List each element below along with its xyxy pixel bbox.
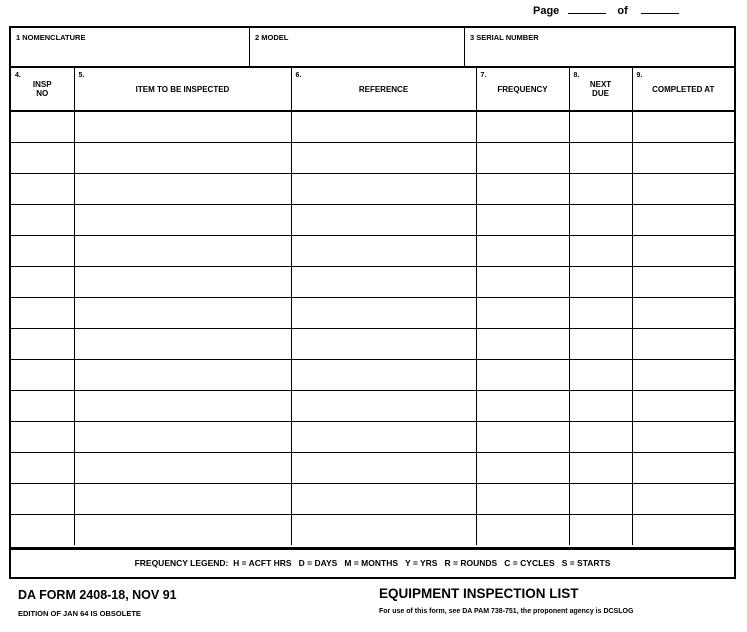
reference-cell[interactable] xyxy=(291,205,476,236)
col-number: 6. xyxy=(295,72,302,79)
frequency-cell[interactable] xyxy=(476,236,569,267)
insp-no-cell[interactable] xyxy=(11,360,74,391)
item-cell[interactable] xyxy=(74,267,291,298)
item-cell[interactable] xyxy=(74,422,291,453)
nomenclature-field[interactable] xyxy=(11,28,250,66)
col-number: 7. xyxy=(480,72,487,79)
item-cell[interactable] xyxy=(74,298,291,329)
frequency-cell[interactable] xyxy=(476,515,569,546)
frequency-cell[interactable] xyxy=(476,174,569,205)
col-number: 8. xyxy=(573,72,580,79)
col-title: REFERENCE xyxy=(358,84,409,94)
col-title: COMPLETED AT xyxy=(652,84,715,94)
reference-cell[interactable] xyxy=(291,267,476,298)
table-row xyxy=(11,236,734,267)
reference-cell[interactable] xyxy=(291,484,476,515)
completed-at-cell[interactable] xyxy=(632,515,734,546)
frequency-cell[interactable] xyxy=(476,143,569,174)
insp-no-cell[interactable] xyxy=(11,515,74,546)
reference-cell[interactable] xyxy=(291,391,476,422)
next-due-cell[interactable] xyxy=(569,453,632,484)
col-insp-no-header xyxy=(11,68,74,111)
insp-no-cell[interactable] xyxy=(11,143,74,174)
table-row xyxy=(11,453,734,484)
insp-no-cell[interactable] xyxy=(11,267,74,298)
col-number: 5. xyxy=(78,72,85,79)
column-header-row xyxy=(11,68,734,111)
next-due-cell[interactable] xyxy=(569,422,632,453)
insp-no-cell[interactable] xyxy=(11,111,74,143)
col-number: 9. xyxy=(636,72,643,79)
completed-at-cell[interactable] xyxy=(632,360,734,391)
item-cell[interactable] xyxy=(74,453,291,484)
reference-cell[interactable] xyxy=(291,298,476,329)
table-row xyxy=(11,111,734,143)
next-due-cell[interactable] xyxy=(569,298,632,329)
next-due-cell[interactable] xyxy=(569,267,632,298)
reference-cell[interactable] xyxy=(291,174,476,205)
col-title: ITEM TO BE INSPECTED xyxy=(135,84,230,94)
item-cell[interactable] xyxy=(74,515,291,546)
header-fields xyxy=(9,26,736,68)
table-row xyxy=(11,360,734,391)
completed-at-cell[interactable] xyxy=(632,484,734,515)
completed-at-cell[interactable] xyxy=(632,205,734,236)
next-due-cell[interactable] xyxy=(569,391,632,422)
reference-cell[interactable] xyxy=(291,453,476,484)
table-row xyxy=(11,391,734,422)
table-row xyxy=(11,515,734,546)
reference-cell[interactable] xyxy=(291,236,476,267)
item-cell[interactable] xyxy=(74,329,291,360)
completed-at-cell[interactable] xyxy=(632,329,734,360)
col-completed-at-header xyxy=(632,68,734,111)
col-title: NEXT DUE xyxy=(589,80,612,98)
insp-no-cell[interactable] xyxy=(11,174,74,205)
completed-at-cell[interactable] xyxy=(632,391,734,422)
item-cell[interactable] xyxy=(74,174,291,205)
col-title: FREQUENCY xyxy=(497,84,548,94)
page-indicator xyxy=(533,3,679,17)
col-title: INSP NO xyxy=(32,80,52,98)
item-cell[interactable] xyxy=(74,143,291,174)
frequency-cell[interactable] xyxy=(476,453,569,484)
inspection-table xyxy=(11,68,734,545)
insp-no-cell[interactable] xyxy=(11,236,74,267)
frequency-cell[interactable] xyxy=(476,205,569,236)
frequency-legend-text: FREQUENCY LEGEND: H = ACFT HRS D = DAYS M = MONTHS Y = YRS R = ROUNDS C = CYCLES S = STARTS xyxy=(134,558,611,568)
completed-at-cell[interactable] xyxy=(632,236,734,267)
col-number: 4. xyxy=(15,72,21,79)
completed-at-cell[interactable] xyxy=(632,143,734,174)
edition-note: EDITION OF JAN 64 IS OBSOLETE xyxy=(18,609,141,618)
table-row xyxy=(11,484,734,515)
frequency-legend xyxy=(9,549,736,579)
col-frequency-header xyxy=(476,68,569,111)
insp-no-cell[interactable] xyxy=(11,329,74,360)
next-due-cell[interactable] xyxy=(569,111,632,143)
reference-cell[interactable] xyxy=(291,422,476,453)
item-cell[interactable] xyxy=(74,236,291,267)
completed-at-cell[interactable] xyxy=(632,267,734,298)
insp-no-cell[interactable] xyxy=(11,205,74,236)
completed-at-cell[interactable] xyxy=(632,422,734,453)
table-row xyxy=(11,422,734,453)
model-label: 2 MODEL xyxy=(255,33,289,42)
next-due-cell[interactable] xyxy=(569,143,632,174)
inspection-rows xyxy=(11,111,734,545)
frequency-cell[interactable] xyxy=(476,360,569,391)
item-cell[interactable] xyxy=(74,391,291,422)
next-due-cell[interactable] xyxy=(569,515,632,546)
table-row xyxy=(11,267,734,298)
table-row xyxy=(11,205,734,236)
of-label: of xyxy=(617,5,628,17)
table-row xyxy=(11,298,734,329)
insp-no-cell[interactable] xyxy=(11,422,74,453)
insp-no-cell[interactable] xyxy=(11,298,74,329)
item-cell[interactable] xyxy=(74,360,291,391)
completed-at-cell[interactable] xyxy=(632,174,734,205)
next-due-cell[interactable] xyxy=(569,174,632,205)
serial-number-field[interactable] xyxy=(465,28,734,66)
reference-cell[interactable] xyxy=(291,515,476,546)
item-cell[interactable] xyxy=(74,111,291,143)
reference-cell[interactable] xyxy=(291,329,476,360)
model-field[interactable] xyxy=(250,28,465,66)
page-number-field[interactable] xyxy=(568,3,606,14)
insp-no-cell[interactable] xyxy=(11,391,74,422)
inspection-grid xyxy=(9,68,736,549)
item-cell[interactable] xyxy=(74,205,291,236)
next-due-cell[interactable] xyxy=(569,236,632,267)
form-id: DA FORM 2408-18, NOV 91 xyxy=(18,588,177,602)
col-next-due-header xyxy=(569,68,632,111)
col-item-header xyxy=(74,68,291,111)
form-use-note: For use of this form, see DA PAM 738-751, the proponent agency is DCSLOG xyxy=(379,608,634,615)
reference-cell[interactable] xyxy=(291,360,476,391)
completed-at-cell[interactable] xyxy=(632,111,734,143)
frequency-cell[interactable] xyxy=(476,484,569,515)
next-due-cell[interactable] xyxy=(569,329,632,360)
reference-cell[interactable] xyxy=(291,143,476,174)
frequency-cell[interactable] xyxy=(476,111,569,143)
next-due-cell[interactable] xyxy=(569,484,632,515)
table-row xyxy=(11,143,734,174)
frequency-cell[interactable] xyxy=(476,298,569,329)
insp-no-cell[interactable] xyxy=(11,484,74,515)
nomenclature-label: 1 NOMENCLATURE xyxy=(16,33,86,42)
frequency-cell[interactable] xyxy=(476,391,569,422)
col-reference-header xyxy=(291,68,476,111)
serial-number-label: 3 SERIAL NUMBER xyxy=(470,33,539,42)
page-total-field[interactable] xyxy=(641,3,679,14)
form-title: EQUIPMENT INSPECTION LIST xyxy=(379,586,579,601)
insp-no-cell[interactable] xyxy=(11,453,74,484)
completed-at-cell[interactable] xyxy=(632,453,734,484)
page-label: Page xyxy=(533,5,560,17)
next-due-cell[interactable] xyxy=(569,205,632,236)
reference-cell[interactable] xyxy=(291,111,476,143)
table-row xyxy=(11,329,734,360)
completed-at-cell[interactable] xyxy=(632,298,734,329)
frequency-cell[interactable] xyxy=(476,267,569,298)
item-cell[interactable] xyxy=(74,484,291,515)
table-row xyxy=(11,174,734,205)
next-due-cell[interactable] xyxy=(569,360,632,391)
frequency-cell[interactable] xyxy=(476,422,569,453)
frequency-cell[interactable] xyxy=(476,329,569,360)
